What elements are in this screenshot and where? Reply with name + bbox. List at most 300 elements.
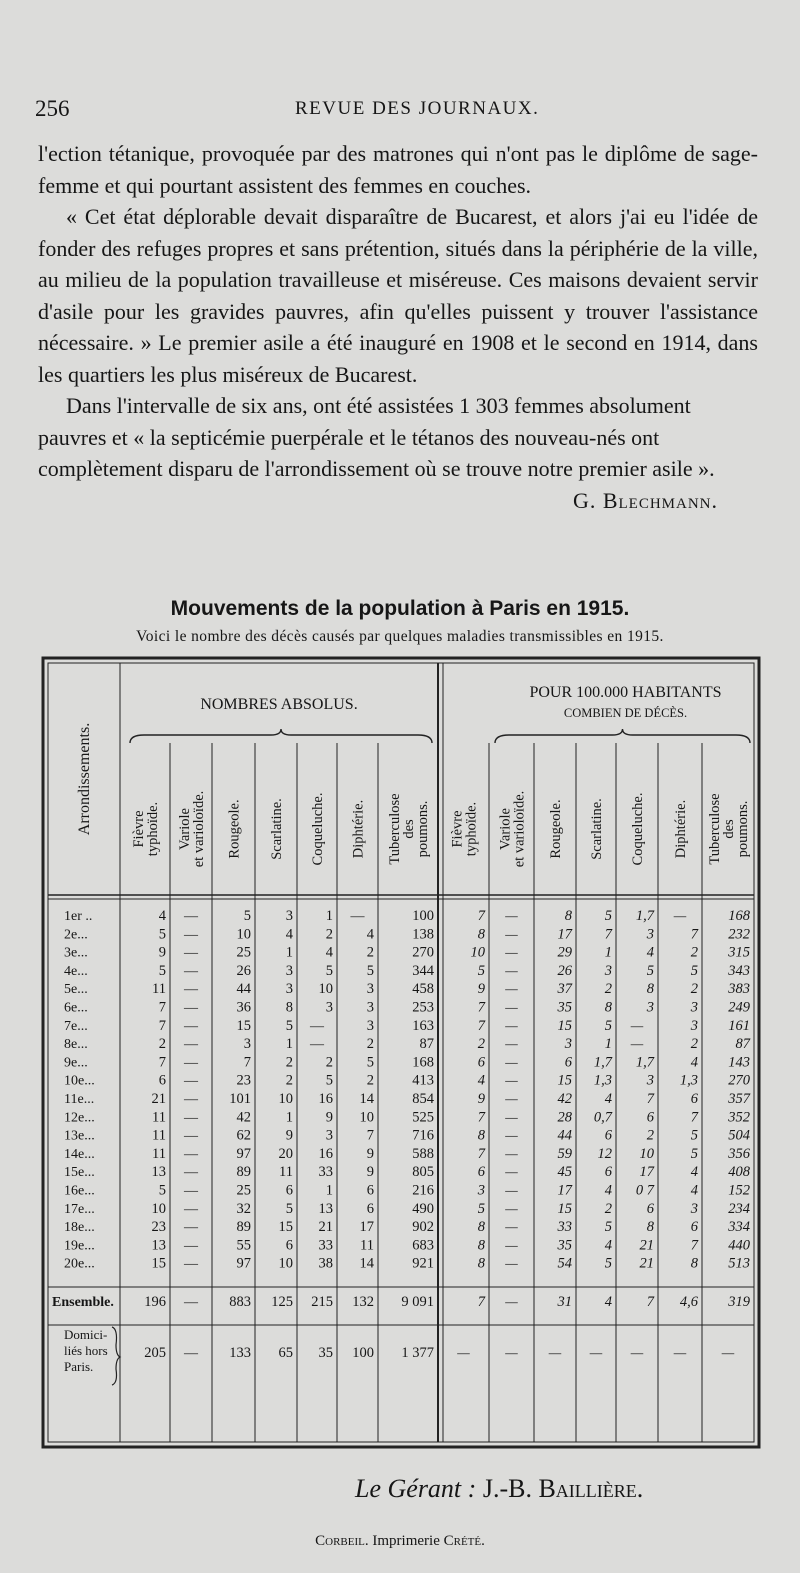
- cell-rate: 504: [728, 1127, 750, 1144]
- header-absolute: NOMBRES ABSOLUS.: [200, 696, 358, 713]
- row-label: 9e...: [64, 1055, 88, 1071]
- cell-abs: 11: [279, 1164, 293, 1181]
- cell-abs: —: [184, 1183, 198, 1199]
- disease-header-abs: Tuberculose: [387, 793, 403, 865]
- cell-rate: 87: [735, 1036, 750, 1053]
- row-label: 18e...: [64, 1220, 95, 1236]
- cell-rate: 10: [639, 1145, 654, 1162]
- header-per100k: POUR 100.000 HABITANTS: [529, 684, 722, 701]
- cell-rate: 6: [564, 1054, 572, 1071]
- cell-rate: 4: [646, 944, 654, 961]
- cell-abs: 16: [318, 1091, 333, 1107]
- cell-rate: 2: [690, 981, 698, 998]
- cell-abs: 7: [158, 1054, 166, 1071]
- domicilies-abs: 35: [318, 1345, 333, 1361]
- signature-initial: G.: [572, 487, 597, 513]
- cell-abs: 15: [236, 1017, 251, 1034]
- cell-rate: 408: [728, 1164, 750, 1181]
- ensemble-rate: 7: [477, 1294, 485, 1310]
- cell-abs: —: [184, 1092, 198, 1107]
- cell-rate: 0,7: [593, 1109, 612, 1126]
- cell-abs: 21: [151, 1091, 166, 1107]
- disease-header-abs: Diphtérie.: [350, 799, 367, 859]
- cell-abs: 89: [236, 1219, 251, 1236]
- cell-rate: 3: [646, 999, 654, 1016]
- cell-rate: 7: [477, 1145, 485, 1162]
- disease-header-rate: Fièvre: [449, 810, 466, 848]
- brace-absolute: [130, 729, 432, 743]
- cell-rate: —: [505, 1146, 518, 1162]
- cell-rate: —: [505, 1165, 518, 1181]
- cell-abs: 902: [412, 1219, 434, 1236]
- row-label: 15e...: [64, 1165, 95, 1181]
- cell-abs: 11: [152, 1145, 166, 1162]
- cell-abs: —: [184, 1165, 198, 1181]
- ensemble-abs: 9 091: [401, 1294, 434, 1310]
- disease-header-abs: poumons.: [415, 800, 431, 858]
- cell-abs: —: [184, 909, 198, 924]
- cell-rate: 5: [646, 962, 654, 979]
- domicilies-abs: 100: [352, 1345, 374, 1361]
- ensemble-abs: 883: [229, 1294, 251, 1310]
- domicilies-abs: 205: [144, 1345, 166, 1361]
- cell-abs: —: [184, 1055, 198, 1071]
- cell-rate: 26: [557, 962, 572, 979]
- cell-abs: —: [184, 1110, 198, 1126]
- domicilies-rate: —: [673, 1346, 687, 1361]
- cell-abs: 413: [412, 1072, 434, 1089]
- cell-abs: 5: [285, 1200, 293, 1217]
- cell-rate: 37: [557, 981, 572, 998]
- cell-rate: 8: [646, 981, 654, 998]
- row-label: 8e...: [64, 1037, 88, 1053]
- cell-rate: 356: [728, 1145, 750, 1162]
- ensemble-abs: 196: [144, 1294, 166, 1310]
- cell-abs: —: [184, 1037, 198, 1053]
- cell-rate: 8: [646, 1219, 654, 1236]
- domicilies-rate: —: [630, 1346, 644, 1361]
- cell-abs: 5: [158, 1182, 166, 1199]
- row-label: 4e...: [64, 963, 88, 979]
- disease-header-rate: des: [721, 819, 737, 839]
- cell-rate: 5: [690, 1127, 698, 1144]
- cell-rate: 352: [728, 1109, 750, 1126]
- row-label: 6e...: [64, 1000, 88, 1016]
- cell-rate: 7: [604, 926, 612, 943]
- cell-abs: 1: [325, 908, 333, 924]
- gerant-name: J.-B. Baillière.: [482, 1474, 644, 1503]
- domicilies-rate: —: [589, 1346, 603, 1361]
- cell-rate: 7: [690, 1109, 698, 1126]
- cell-abs: 5: [243, 908, 251, 924]
- row-label: 14e...: [64, 1146, 95, 1162]
- cell-abs: 5: [366, 962, 374, 979]
- cell-abs: 13: [318, 1200, 333, 1217]
- cell-abs: 2: [158, 1036, 166, 1053]
- cell-abs: 97: [236, 1145, 251, 1162]
- domicilies-abs: 1 377: [401, 1345, 434, 1361]
- cell-rate: 1: [604, 944, 612, 961]
- cell-abs: 2: [366, 1036, 374, 1053]
- cell-rate: 21: [639, 1237, 654, 1254]
- cell-rate: 7: [690, 1237, 698, 1254]
- row-label: 10e...: [64, 1073, 95, 1089]
- cell-rate: 5: [690, 962, 698, 979]
- cell-rate: 270: [728, 1072, 750, 1089]
- cell-abs: —: [184, 927, 198, 943]
- disease-header-rate: typhoïde.: [463, 801, 480, 857]
- cell-abs: 1: [285, 1109, 293, 1126]
- cell-abs: 6: [366, 1200, 374, 1217]
- cell-abs: —: [310, 1018, 324, 1034]
- cell-abs: 1: [285, 944, 293, 961]
- cell-rate: 12: [597, 1145, 612, 1162]
- cell-abs: 5: [285, 1017, 293, 1034]
- cell-rate: 6: [646, 1200, 654, 1217]
- cell-rate: 7: [477, 1017, 485, 1034]
- cell-abs: 3: [366, 1017, 374, 1034]
- ensemble-label: Ensemble.: [52, 1295, 114, 1310]
- cell-rate: 9: [477, 1091, 485, 1107]
- cell-abs: 10: [318, 981, 333, 998]
- cell-rate: 3: [646, 926, 654, 943]
- cell-abs: 4: [285, 926, 293, 943]
- cell-rate: 343: [728, 962, 750, 979]
- cell-rate: —: [673, 909, 687, 924]
- cell-abs: 3: [285, 981, 293, 998]
- cell-abs: 7: [243, 1054, 251, 1071]
- cell-rate: 4: [604, 1091, 612, 1107]
- ensemble-rate: —: [505, 1295, 518, 1310]
- cell-abs: 87: [419, 1036, 434, 1053]
- cell-abs: 89: [236, 1164, 251, 1181]
- domicilies-abs: 133: [229, 1345, 251, 1361]
- domicilies-rate: —: [548, 1346, 562, 1361]
- domicilies-label: liés hors: [64, 1343, 108, 1358]
- ensemble-rate: 4,6: [679, 1294, 698, 1310]
- section-title: Mouvements de la population à Paris en 1915.: [170, 597, 630, 620]
- cell-rate: 249: [728, 999, 750, 1016]
- row-label: 16e...: [64, 1183, 95, 1199]
- cell-rate: 35: [557, 1237, 572, 1254]
- cell-rate: 17: [557, 1182, 572, 1199]
- cell-rate: —: [505, 1220, 518, 1236]
- cell-rate: 2: [690, 1036, 698, 1053]
- col-arrondissements: Arrondissements.: [76, 722, 93, 836]
- domicilies-abs: 65: [278, 1345, 293, 1361]
- cell-abs: 2: [285, 1054, 293, 1071]
- cell-rate: 6: [646, 1109, 654, 1126]
- imprint-city: Corbeil.: [315, 1533, 369, 1549]
- cell-rate: 54: [557, 1255, 572, 1272]
- cell-abs: 55: [236, 1237, 251, 1254]
- cell-rate: 3: [564, 1036, 572, 1053]
- disease-header-abs: des: [401, 819, 417, 839]
- ensemble-abs: 132: [352, 1294, 374, 1310]
- cell-rate: 6: [690, 1219, 698, 1236]
- cell-abs: 7: [366, 1127, 374, 1144]
- domicilies-abs: —: [184, 1346, 198, 1361]
- imprint-text: Imprimerie: [372, 1533, 440, 1549]
- cell-rate: 383: [728, 981, 750, 998]
- disease-header-abs: Fièvre: [131, 810, 147, 848]
- cell-abs: 44: [236, 981, 251, 998]
- cell-abs: 525: [412, 1109, 434, 1126]
- cell-abs: 163: [412, 1017, 434, 1034]
- cell-rate: 33: [557, 1219, 572, 1236]
- cell-rate: —: [505, 927, 518, 943]
- cell-rate: —: [505, 1110, 518, 1126]
- cell-abs: 458: [412, 981, 434, 998]
- cell-rate: 1,3: [679, 1072, 698, 1089]
- cell-abs: 33: [318, 1164, 333, 1181]
- cell-abs: —: [310, 1037, 324, 1053]
- cell-abs: 13: [151, 1237, 166, 1254]
- cell-abs: 32: [236, 1200, 251, 1217]
- cell-abs: 62: [236, 1127, 251, 1144]
- cell-rate: 7: [646, 1091, 654, 1107]
- cell-rate: 10: [470, 944, 485, 961]
- cell-abs: 344: [412, 962, 434, 979]
- cell-rate: 334: [728, 1219, 750, 1236]
- cell-abs: 25: [236, 944, 251, 961]
- cell-abs: 2: [325, 1054, 333, 1071]
- cell-rate: 152: [728, 1182, 750, 1199]
- cell-rate: —: [505, 1238, 518, 1254]
- cell-abs: —: [184, 1201, 198, 1217]
- cell-rate: 4: [690, 1182, 698, 1199]
- cell-rate: —: [505, 1256, 518, 1272]
- running-title: REVUE DES JOURNAUX.: [295, 98, 540, 119]
- cell-abs: 10: [278, 1255, 293, 1272]
- cell-abs: 1: [325, 1182, 333, 1199]
- ensemble-rate: 319: [728, 1294, 750, 1310]
- signature-name: Blechmann.: [602, 487, 718, 513]
- cell-abs: 5: [366, 1054, 374, 1071]
- cell-abs: 36: [236, 999, 251, 1016]
- cell-abs: 11: [152, 1127, 166, 1144]
- brace-per100k: [495, 729, 750, 743]
- cell-rate: 1,7: [593, 1054, 612, 1071]
- cell-abs: 921: [412, 1255, 434, 1272]
- cell-rate: 3: [690, 1200, 698, 1217]
- cell-rate: 5: [604, 1255, 612, 1272]
- paragraph-3: [38, 390, 758, 513]
- cell-rate: 15: [557, 1072, 572, 1089]
- cell-rate: 17: [639, 1164, 654, 1181]
- cell-rate: —: [630, 1037, 644, 1053]
- disease-header-abs: typhoïde.: [145, 801, 161, 857]
- cell-abs: 4: [325, 944, 333, 961]
- signature: [545, 485, 718, 517]
- cell-abs: —: [350, 909, 365, 924]
- disease-header-rate: Rougeole.: [548, 799, 564, 859]
- disease-header-rate: Coqueluche.: [630, 792, 646, 866]
- cell-rate: 2: [646, 1127, 654, 1144]
- cell-abs: 2: [285, 1072, 293, 1089]
- cell-abs: 21: [318, 1219, 333, 1236]
- cell-abs: 9: [158, 944, 166, 961]
- imprint-line: [0, 1533, 800, 1550]
- cell-rate: 5: [604, 1219, 612, 1236]
- cell-rate: 143: [728, 1054, 750, 1071]
- cell-rate: —: [505, 1092, 518, 1107]
- cell-abs: —: [184, 1018, 198, 1034]
- cell-rate: 1,7: [635, 908, 654, 924]
- cell-abs: 2: [325, 926, 333, 943]
- cell-abs: 25: [236, 1182, 251, 1199]
- cell-rate: 28: [557, 1109, 572, 1126]
- ensemble-rate: 7: [646, 1294, 654, 1310]
- row-label: 19e...: [64, 1238, 95, 1254]
- cell-abs: 9: [366, 1145, 374, 1162]
- disease-header-abs: Rougeole.: [226, 799, 243, 859]
- cell-abs: 7: [158, 999, 166, 1016]
- cell-rate: 161: [728, 1017, 750, 1034]
- cell-abs: 17: [359, 1219, 374, 1236]
- cell-abs: 10: [359, 1109, 374, 1126]
- cell-rate: —: [505, 982, 518, 998]
- cell-rate: 5: [477, 1200, 485, 1217]
- cell-abs: 716: [412, 1127, 434, 1144]
- cell-abs: 10: [151, 1200, 166, 1217]
- cell-abs: 14: [359, 1091, 374, 1107]
- cell-rate: 45: [557, 1164, 572, 1181]
- row-label: 13e...: [64, 1128, 95, 1144]
- cell-rate: 4: [604, 1182, 612, 1199]
- ensemble-rate: 4: [604, 1294, 612, 1310]
- cell-abs: —: [184, 1000, 198, 1016]
- cell-rate: 6: [604, 1164, 612, 1181]
- cell-rate: —: [505, 1201, 518, 1217]
- cell-rate: —: [505, 1000, 518, 1016]
- cell-rate: —: [505, 909, 518, 924]
- disease-header-rate: Variole: [497, 808, 514, 850]
- body-text: [38, 138, 758, 516]
- cell-abs: 8: [285, 999, 293, 1016]
- cell-abs: 9: [366, 1164, 374, 1181]
- cell-abs: 270: [412, 944, 434, 961]
- cell-abs: 7: [158, 1017, 166, 1034]
- cell-rate: 6: [604, 1127, 612, 1144]
- cell-rate: 168: [728, 908, 750, 924]
- cell-rate: 6: [477, 1164, 485, 1181]
- cell-abs: 23: [151, 1219, 166, 1236]
- cell-rate: 234: [728, 1200, 750, 1217]
- cell-abs: 6: [366, 1182, 374, 1199]
- cell-abs: 1: [285, 1036, 293, 1053]
- cell-abs: 4: [366, 926, 374, 943]
- cell-rate: 7: [690, 926, 698, 943]
- page-header: [35, 96, 755, 122]
- cell-rate: 3: [690, 999, 698, 1016]
- domicilies-brace: [112, 1327, 120, 1385]
- disease-header-rate: Diphtérie.: [673, 799, 689, 859]
- ensemble-abs: 215: [311, 1294, 333, 1310]
- cell-rate: 3: [604, 962, 612, 979]
- cell-abs: 42: [236, 1109, 251, 1126]
- cell-rate: 440: [728, 1237, 750, 1254]
- imprint-name: Crété.: [443, 1533, 485, 1549]
- cell-abs: 3: [366, 981, 374, 998]
- cell-rate: 7: [477, 908, 485, 924]
- cell-abs: 138: [412, 926, 434, 943]
- cell-rate: —: [505, 1183, 518, 1199]
- mortality-table: [40, 655, 762, 1450]
- cell-abs: 10: [236, 926, 251, 943]
- cell-rate: 5: [690, 1145, 698, 1162]
- disease-header-rate: poumons.: [735, 800, 751, 858]
- cell-abs: 10: [278, 1091, 293, 1107]
- cell-abs: 168: [412, 1054, 434, 1071]
- cell-rate: 8: [604, 999, 612, 1016]
- ensemble-abs: —: [184, 1295, 198, 1310]
- disease-header-rate: Scarlatine.: [589, 798, 605, 860]
- cell-rate: 357: [728, 1091, 750, 1107]
- paragraph-2: « Cet état déplorable devait disparaître de Bucarest, et alors j'ai eu l'idée de fonder des refuges propres et sans prétention, situés dans la périphérie de la ville, au milieu de la population travailleuse et miséreuse. Ces maisons devaient servir d'asile pour les gravides pauvres, afin qu'elles puissent y trouver l'assistance nécessaire. » Le premier asile a été inauguré en 1908 et le second en 1914, dans les quartiers les plus miséreux de Bucarest.: [38, 204, 758, 387]
- paragraph-3-text: Dans l'intervalle de six ans, ont été assistées 1 303 femmes absolument pauvres et « la septicémie puerpérale et le tétanos des nouveau-nés ont complètement disparu de l'arrondissement où se trouve notre premier asile ».: [38, 393, 715, 481]
- cell-abs: 11: [152, 1109, 166, 1126]
- cell-abs: 101: [229, 1091, 251, 1107]
- cell-rate: —: [505, 1073, 518, 1089]
- cell-rate: 44: [557, 1127, 572, 1144]
- cell-rate: 42: [557, 1091, 572, 1107]
- domicilies-label: Paris.: [64, 1359, 94, 1374]
- cell-rate: —: [505, 963, 518, 979]
- disease-header-abs: Variole: [177, 808, 193, 850]
- row-label: 5e...: [64, 982, 88, 998]
- cell-rate: 5: [604, 908, 612, 924]
- row-label: 1er ..: [64, 909, 93, 924]
- cell-rate: —: [505, 1128, 518, 1144]
- row-label: 2e...: [64, 927, 88, 943]
- cell-rate: 7: [477, 1109, 485, 1126]
- paragraph-1: l'ection tétanique, provoquée par des matrones qui n'ont pas le diplôme de sage-femme et qui pourtant assistent des femmes en couches.: [38, 141, 758, 198]
- cell-abs: 683: [412, 1237, 434, 1254]
- disease-header-abs: et varioloïde.: [191, 790, 207, 868]
- cell-rate: 5: [477, 962, 485, 979]
- row-label: 11e...: [64, 1092, 95, 1107]
- table-frame: [43, 658, 759, 1447]
- disease-header-abs: Scarlatine.: [269, 798, 285, 860]
- cell-rate: 2: [477, 1036, 485, 1053]
- cell-rate: 3: [477, 1182, 485, 1199]
- domicilies-rate: —: [721, 1346, 735, 1361]
- cell-rate: 6: [690, 1091, 698, 1107]
- disease-header-rate: Tuberculose: [707, 793, 723, 865]
- cell-abs: —: [184, 1146, 198, 1162]
- cell-rate: 4: [690, 1164, 698, 1181]
- cell-rate: 2: [604, 981, 612, 998]
- cell-rate: 232: [728, 926, 750, 943]
- cell-abs: 33: [318, 1237, 333, 1254]
- cell-rate: 4: [604, 1237, 612, 1254]
- section-intro: Voici le nombre des décès causés par quelques maladies transmissibles en 1915.: [136, 628, 664, 645]
- cell-abs: 216: [412, 1182, 434, 1199]
- ensemble-rate: 31: [557, 1294, 572, 1310]
- cell-rate: 15: [557, 1200, 572, 1217]
- cell-abs: 13: [151, 1164, 166, 1181]
- row-label: 7e...: [64, 1018, 88, 1034]
- cell-abs: 14: [359, 1255, 374, 1272]
- cell-abs: 11: [360, 1237, 374, 1254]
- row-label: 12e...: [64, 1110, 95, 1126]
- cell-abs: 23: [236, 1072, 251, 1089]
- cell-rate: 5: [604, 1017, 612, 1034]
- domicilies-rate: —: [457, 1346, 470, 1361]
- cell-abs: 5: [158, 962, 166, 979]
- ensemble-abs: 125: [271, 1294, 293, 1310]
